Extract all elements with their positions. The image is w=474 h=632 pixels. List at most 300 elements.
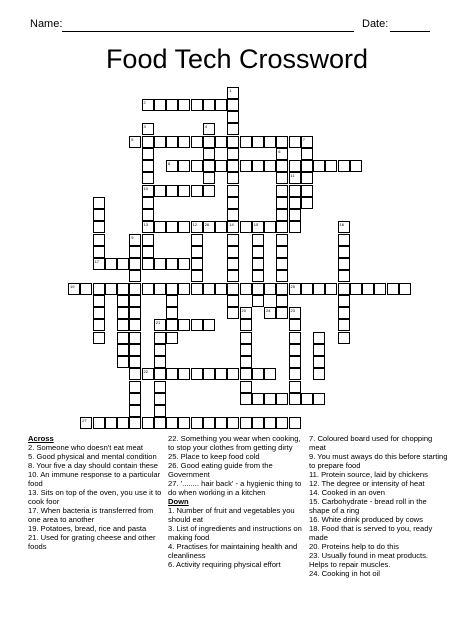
crossword-cell[interactable] [252,160,264,172]
crossword-cell[interactable] [276,185,288,197]
crossword-cell[interactable] [166,368,178,380]
crossword-cell[interactable] [227,136,239,148]
crossword-cell[interactable] [215,136,227,148]
crossword-cell[interactable] [93,319,105,331]
clue-number: 24 [266,308,271,313]
clue-number: 16 [339,222,344,228]
crossword-cell[interactable] [215,221,227,233]
crossword-cell[interactable] [227,270,239,282]
crossword-cell[interactable] [117,356,129,368]
clue-down: 23. Usually found in meat products. Helps to repair muscles. [309,551,429,569]
crossword-cell[interactable] [80,417,92,429]
crossword-cell[interactable] [289,319,301,331]
crossword-cell[interactable] [276,246,288,258]
clue-down: 20. Proteins help to do this [309,542,399,551]
crossword-cell[interactable] [117,344,129,356]
crossword-cell[interactable] [129,319,141,331]
crossword-cell[interactable] [129,381,141,393]
crossword-cell[interactable] [203,319,215,331]
crossword-cell[interactable] [276,209,288,221]
crossword-cell[interactable] [166,160,178,172]
crossword-cell[interactable] [240,283,252,295]
crossword-cell[interactable] [142,160,154,172]
crossword-cell[interactable] [203,148,215,160]
crossword-cell[interactable] [276,295,288,307]
crossword-cell[interactable] [178,283,190,295]
crossword-cell[interactable] [240,368,252,380]
crossword-cell[interactable] [154,405,166,417]
crossword-cell[interactable] [313,344,325,356]
clue-number: 20 [241,308,246,313]
crossword-cell[interactable] [154,368,166,380]
crossword-cell[interactable] [203,221,215,233]
crossword-cell[interactable] [313,283,325,295]
crossword-cell[interactable] [240,344,252,356]
crossword-cell[interactable] [240,136,252,148]
clue-number: 27 [82,418,87,424]
crossword-cell[interactable] [142,258,154,270]
crossword-cell[interactable] [215,160,227,172]
across-clues-col1 [28,434,163,551]
crossword-cell[interactable] [203,99,215,111]
crossword-cell[interactable] [350,283,362,295]
crossword-cell[interactable] [301,172,313,184]
crossword-cell[interactable] [338,295,350,307]
crossword-cell[interactable] [191,234,203,246]
clue-number: 3 [143,124,146,130]
clue-number: 8 [168,161,171,166]
crossword-cell[interactable] [215,283,227,295]
crossword-cell[interactable] [117,295,129,307]
crossword-cell[interactable] [191,136,203,148]
crossword-cell[interactable] [191,283,203,295]
crossword-cell[interactable] [227,234,239,246]
crossword-cell[interactable] [191,417,203,429]
crossword-cell[interactable] [117,283,129,295]
clue-number: 5 [131,136,134,142]
crossword-cell[interactable] [117,258,129,270]
crossword-cell[interactable] [191,246,203,258]
crossword-cell[interactable] [203,136,215,148]
crossword-cell[interactable] [313,356,325,368]
crossword-cell[interactable] [325,283,337,295]
crossword-cell[interactable] [338,258,350,270]
crossword-cell[interactable] [227,417,239,429]
crossword-cell[interactable] [240,221,252,233]
crossword-cell[interactable] [227,283,239,295]
clue-number: 14 [229,222,234,228]
crossword-cell[interactable] [227,221,239,233]
crossword-cell[interactable] [129,307,141,319]
crossword-cell[interactable] [227,246,239,258]
crossword-cell[interactable] [203,283,215,295]
crossword-cell[interactable] [276,283,288,295]
crossword-cell[interactable] [142,172,154,184]
crossword-cell[interactable] [227,258,239,270]
crossword-cell[interactable] [264,283,276,295]
clue-across: 26. Good eating guide from the Government [168,461,273,479]
crossword-cell[interactable] [93,283,105,295]
crossword-cell[interactable] [252,258,264,270]
crossword-cell[interactable] [93,221,105,233]
crossword-cell[interactable] [289,368,301,380]
clue-down: 9. You must aways do this before starting to prepare food [309,452,448,470]
crossword-cell[interactable] [301,160,313,172]
crossword-cell[interactable] [276,307,288,319]
crossword-cell[interactable] [338,234,350,246]
clue-down: 24. Cooking in hot oil [309,569,380,578]
crossword-cell[interactable] [289,356,301,368]
crossword-cell[interactable] [129,332,141,344]
clue-down: 18. Food that is served to you, ready made [309,524,433,542]
crossword-cell[interactable] [129,270,141,282]
crossword-cell[interactable] [154,258,166,270]
clue-down: 4. Practises for maintaining health and cleanliness [168,542,298,560]
crossword-cell[interactable] [178,185,190,197]
crossword-cell[interactable] [129,283,141,295]
crossword-cell[interactable] [289,283,301,295]
crossword-cell[interactable] [227,295,239,307]
crossword-cell[interactable] [215,417,227,429]
crossword-cell[interactable] [252,246,264,258]
crossword-cell[interactable] [191,368,203,380]
crossword-cell[interactable] [154,319,166,331]
crossword-cell[interactable] [301,197,313,209]
clue-across: 13. Sits on top of the oven, you use it to cook foor [28,488,162,506]
crossword-cell[interactable] [117,417,129,429]
crossword-cell[interactable] [289,307,301,319]
crossword-cell[interactable] [289,393,301,405]
crossword-cell[interactable] [240,393,252,405]
crossword-cell[interactable] [313,160,325,172]
clue-number: 23 [290,308,295,313]
crossword-cell[interactable] [129,405,141,417]
crossword-cell[interactable] [240,417,252,429]
clue-number: 1 [229,87,232,93]
crossword-cell[interactable] [276,270,288,282]
crossword-cell[interactable] [129,417,141,429]
clue-across: 5. Good physical and mental condition [28,452,157,461]
crossword-cell[interactable] [142,185,154,197]
crossword-cell[interactable] [313,393,325,405]
crossword-cell[interactable] [338,307,350,319]
crossword-cell[interactable] [203,185,215,197]
crossword-cell[interactable] [338,246,350,258]
crossword-cell[interactable] [191,270,203,282]
crossword-cell[interactable] [289,344,301,356]
clues-col2 [168,434,306,569]
clue-number: 4 [204,124,207,130]
crossword-cell[interactable] [227,99,239,111]
crossword-cell[interactable] [203,172,215,184]
crossword-cell[interactable] [203,368,215,380]
crossword-cell[interactable] [264,368,276,380]
crossword-cell[interactable] [227,148,239,160]
crossword-cell[interactable] [166,307,178,319]
crossword-cell[interactable] [240,307,252,319]
clue-down: 1. Number of fruit and vegetables you should eat [168,506,295,524]
crossword-cell[interactable] [105,283,117,295]
crossword-cell[interactable] [191,221,203,233]
clue-down: 3. List of ingredients and instructions on making food [168,524,302,542]
crossword-cell[interactable] [129,258,141,270]
crossword-cell[interactable] [264,160,276,172]
clue-number: 26 [204,222,210,228]
crossword-cell[interactable] [142,209,154,221]
crossword-cell[interactable] [289,172,301,184]
clue-across: 10. An immune response to a particular food [28,470,161,488]
crossword-cell[interactable] [142,123,154,135]
crossword-cell[interactable] [166,417,178,429]
crossword-cell[interactable] [191,258,203,270]
crossword-cell[interactable] [289,160,301,172]
clue-number: 13 [143,222,148,228]
crossword-cell[interactable] [129,393,141,405]
crossword-cell[interactable] [264,417,276,429]
crossword-cell[interactable] [178,99,190,111]
crossword-cell[interactable] [240,332,252,344]
clue-number: 15 [253,222,259,228]
crossword-cell[interactable] [178,221,190,233]
crossword-cell[interactable] [301,148,313,160]
clue-down: 16. White drink produced by cows [309,515,423,524]
crossword-cell[interactable] [252,295,264,307]
crossword-cell[interactable] [276,221,288,233]
crossword-cell[interactable] [154,393,166,405]
crossword-cell[interactable] [227,123,239,135]
crossword-cell[interactable] [227,185,239,197]
crossword-cell[interactable] [93,295,105,307]
crossword-cell[interactable] [93,234,105,246]
crossword-cell[interactable] [178,319,190,331]
across-heading: Across [28,434,54,443]
crossword-cell[interactable] [154,221,166,233]
name-label: Name: [30,18,63,30]
crossword-cell[interactable] [362,283,374,295]
crossword-cell[interactable] [301,185,313,197]
crossword-cell[interactable] [264,136,276,148]
crossword-cell[interactable] [264,307,276,319]
crossword-cell[interactable] [142,283,154,295]
crossword-cell[interactable] [93,246,105,258]
crossword-cell[interactable] [289,381,301,393]
crossword-cell[interactable] [240,381,252,393]
crossword-cell[interactable] [166,136,178,148]
crossword-cell[interactable] [227,209,239,221]
clue-number: 10 [143,185,148,191]
crossword-cell[interactable] [142,417,154,429]
clue-number: 22 [143,369,148,375]
crossword-cell[interactable] [154,136,166,148]
crossword-cell[interactable] [68,283,80,295]
crossword-cell[interactable] [338,221,350,233]
crossword-cell[interactable] [276,234,288,246]
clue-across: 22. Something you wear when cooking, to stop your clothes from getting dirty [168,434,301,452]
crossword-cell[interactable] [154,332,166,344]
crossword-cell[interactable] [301,283,313,295]
clue-number: 11 [290,173,295,179]
crossword-cell[interactable] [264,393,276,405]
crossword-cell[interactable] [191,99,203,111]
crossword-cell[interactable] [129,234,141,246]
crossword-cell[interactable] [227,87,239,99]
clue-number: 19 [70,283,75,289]
crossword-cell[interactable] [178,258,190,270]
crossword-cell[interactable] [117,332,129,344]
crossword-cell[interactable] [93,209,105,221]
crossword-cell[interactable] [227,197,239,209]
crossword-cell[interactable] [276,136,288,148]
crossword-cell[interactable] [387,283,399,295]
crossword-cell[interactable] [142,368,154,380]
crossword-cell[interactable] [142,234,154,246]
crossword-cell[interactable] [289,185,301,197]
crossword-cell[interactable] [154,356,166,368]
crossword-cell[interactable] [105,417,117,429]
crossword-cell[interactable] [142,197,154,209]
crossword-cell[interactable] [166,283,178,295]
clue-number: 7 [302,136,305,142]
crossword-cell[interactable] [215,368,227,380]
crossword-cell[interactable] [276,258,288,270]
crossword-cell[interactable] [338,319,350,331]
crossword-cell[interactable] [117,307,129,319]
clue-across: 21. Used for grating cheese and other foods [28,533,156,551]
crossword-cell[interactable] [252,270,264,282]
crossword-cell[interactable] [289,417,301,429]
crossword-cell[interactable] [276,417,288,429]
crossword-cell[interactable] [154,99,166,111]
crossword-cell[interactable] [191,185,203,197]
crossword-cell[interactable] [93,197,105,209]
crossword-cell[interactable] [240,356,252,368]
crossword-cell[interactable] [289,221,301,233]
crossword-cell[interactable] [338,283,350,295]
crossword-cell[interactable] [276,197,288,209]
crossword-cell[interactable] [93,258,105,270]
crossword-cell[interactable] [129,344,141,356]
crossword-cell[interactable] [129,295,141,307]
crossword-cell[interactable] [105,258,117,270]
clue-down: 12. The degree or intensity of heat [309,479,425,488]
clue-number: 9 [131,234,134,240]
crossword-cell[interactable] [276,393,288,405]
crossword-cell[interactable] [325,160,337,172]
clue-number: 17 [94,259,99,264]
crossword-cell[interactable] [227,172,239,184]
crossword-cell[interactable] [166,185,178,197]
crossword-cell[interactable] [166,99,178,111]
crossword-cell[interactable] [203,417,215,429]
clue-down: 14. Cooked in an oven [309,488,385,497]
crossword-cell[interactable] [252,136,264,148]
crossword-cell[interactable] [178,136,190,148]
crossword-cell[interactable] [166,332,178,344]
crossword-cell[interactable] [289,136,301,148]
crossword-cell[interactable] [166,221,178,233]
crossword-cell[interactable] [178,417,190,429]
crossword-cell[interactable] [129,136,141,148]
crossword-cell[interactable] [178,368,190,380]
crossword-cell[interactable] [301,393,313,405]
crossword-cell[interactable] [166,258,178,270]
crossword-cell[interactable] [264,221,276,233]
crossword-cell[interactable] [252,234,264,246]
crossword-cell[interactable] [191,160,203,172]
crossword-cell[interactable] [276,172,288,184]
crossword-cell[interactable] [142,221,154,233]
crossword-cell[interactable] [252,283,264,295]
crossword-cell[interactable] [313,368,325,380]
down-heading: Down [168,497,189,506]
crossword-cell[interactable] [129,368,141,380]
crossword-cell[interactable] [154,185,166,197]
crossword-cell[interactable] [227,111,239,123]
clue-number: 6 [278,148,281,154]
crossword-cell[interactable] [252,417,264,429]
crossword-cell[interactable] [227,307,239,319]
crossword-cell[interactable] [154,417,166,429]
crossword-cell[interactable] [203,123,215,135]
crossword-cell[interactable] [93,417,105,429]
crossword-cell[interactable] [276,148,288,160]
crossword-cell[interactable] [142,148,154,160]
crossword-cell[interactable] [338,270,350,282]
down-clues-col3 [309,434,449,578]
crossword-cell[interactable] [191,319,203,331]
crossword-cell[interactable] [289,197,301,209]
crossword-cell[interactable] [80,283,92,295]
crossword-cell[interactable] [227,160,239,172]
crossword-cell[interactable] [289,332,301,344]
crossword-cell[interactable] [129,246,141,258]
crossword-cell[interactable] [203,160,215,172]
clue-down: 7. Coloured board used for chopping meat [309,434,433,452]
crossword-cell[interactable] [276,160,288,172]
crossword-cell[interactable] [215,99,227,111]
crossword-cell[interactable] [227,368,239,380]
crossword-cell[interactable] [142,246,154,258]
crossword-cell[interactable] [93,307,105,319]
crossword-cell[interactable] [93,332,105,344]
crossword-cell[interactable] [313,332,325,344]
clue-across: 8. Your five a day should contain these [28,461,159,470]
crossword-cell[interactable] [154,344,166,356]
clue-number: 21 [155,320,161,326]
crossword-cell[interactable] [301,136,313,148]
crossword-cell[interactable] [252,221,264,233]
crossword-cell[interactable] [240,319,252,331]
crossword-cell[interactable] [338,332,350,344]
crossword-cell[interactable] [154,283,166,295]
crossword-cell[interactable] [178,160,190,172]
crossword-cell[interactable] [166,319,178,331]
crossword-cell[interactable] [374,283,386,295]
crossword-cell[interactable] [142,136,154,148]
crossword-cell[interactable] [240,160,252,172]
crossword-cell[interactable] [252,368,264,380]
crossword-cell[interactable] [117,319,129,331]
crossword-cell[interactable] [399,283,411,295]
crossword-cell[interactable] [166,295,178,307]
crossword-cell[interactable] [129,356,141,368]
crossword-cell[interactable] [154,381,166,393]
crossword-cell[interactable] [289,209,301,221]
crossword-cell[interactable] [338,160,350,172]
crossword-cell[interactable] [350,160,362,172]
crossword-cell[interactable] [252,393,264,405]
crossword-cell[interactable] [142,99,154,111]
